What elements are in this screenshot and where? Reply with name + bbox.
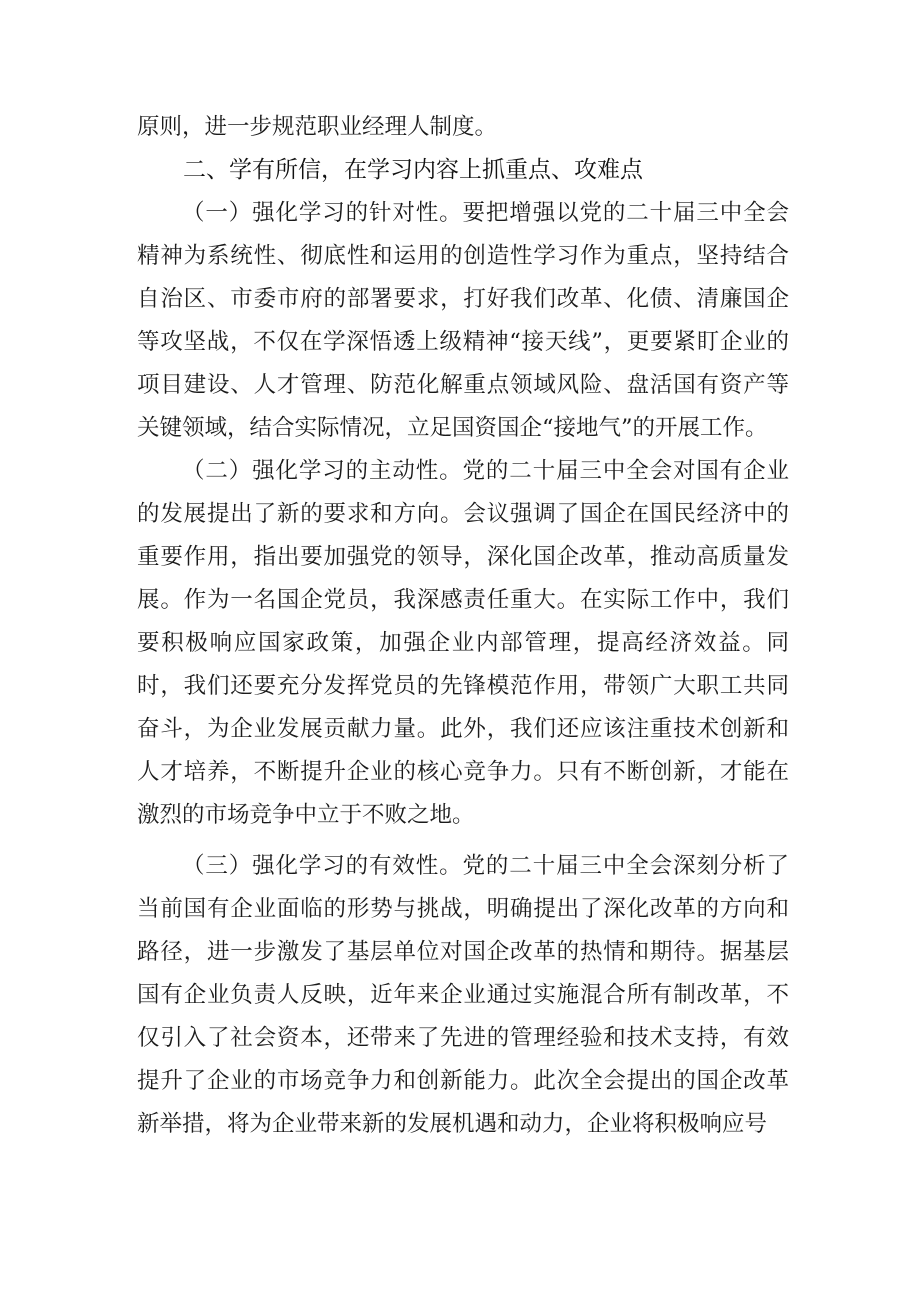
document-body <box>137 106 789 1146</box>
paragraph-gap <box>137 837 789 845</box>
section-heading: 二、学有所信，在学习内容上抓重点、攻难点 <box>183 157 643 183</box>
paragraph-targeting: （一）强化学习的针对性。要把增强以党的二十届三中全会精神为系统性、彻底性和运用的创造性学习作为重点，坚持结合自治区、市委市府的部署要求，打好我们改革、化债、清廉国企等攻坚战，不仅在学深悟透上级精神“接天线”，更要紧盯企业的项目建设、人才管理、防范化解重点领域风险、盘活国有资产等关键领域，结合实际情况，立足国资国企“接地气”的开展工作。 <box>137 200 789 441</box>
paragraph-effectiveness: （三）强化学习的有效性。党的二十届三中全会深刻分析了当前国有企业面临的形势与挑战，明确提出了深化改革的方向和路径，进一步激发了基层单位对国企改革的热情和期待。据基层国有企业负责人反映，近年来企业通过实施混合所有制改革，不仅引入了社会资本，还带来了先进的管理经验和技术支持，有效提升了企业的市场竞争力和创新能力。此次全会提出的国企改革新举措，将为企业带来新的发展机遇和动力，企业将积极响应号 <box>137 853 789 1137</box>
paragraph-initiative: （二）强化学习的主动性。党的二十届三中全会对国有企业的发展提出了新的要求和方向。会议强调了国企在国民经济中的重要作用，指出要加强党的领导，深化国企改革，推动高质量发展。作为一名国企党员，我深感责任重大。在实际工作中，我们要积极响应国家政策，加强企业内部管理，提高经济效益。同时，我们还要充分发挥党员的先锋模范作用，带领广大职工共同奋斗，为企业发展贡献力量。此外，我们还应该注重技术创新和人才培养，不断提升企业的核心竞争力。只有不断创新，才能在激烈的市场竞争中立于不败之地。 <box>137 458 789 828</box>
continuation-paragraph: 原则，进一步规范职业经理人制度。 <box>137 114 498 140</box>
